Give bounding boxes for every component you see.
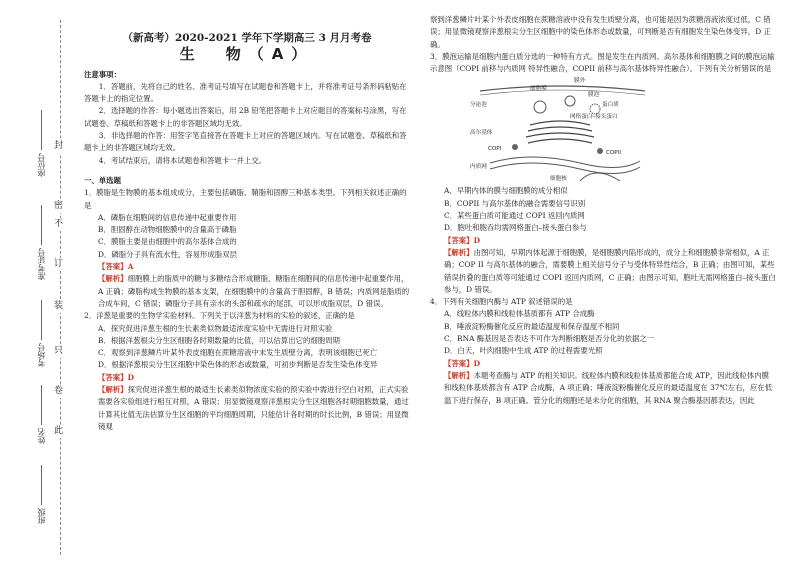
vesicle-transport-figure (470, 77, 650, 181)
explanation (430, 370, 776, 407)
figure-label: 蛋白质 (602, 102, 619, 109)
seal-char: 此 (54, 426, 64, 436)
option-d: D．胞吐和胞吞均需网格蛋白–接头蛋白参与 (444, 223, 587, 233)
seal-char: 密 (54, 201, 64, 211)
notice-item: 4．考试结束后，请将本试题卷和答题卡一并上交。 (98, 155, 267, 165)
figure-label: COPI (488, 146, 502, 153)
field-label: 准考证号 (37, 248, 46, 280)
figure-label: 网格蛋白–接头蛋白 (570, 114, 618, 121)
question-stem: 3．膜泡运输是细胞内蛋白质分选的一种特有方式。图是发生在内质网、高尔基体和细胞膜之间的膜泡运输示意图（COPI 前移与内质网 特异性融合，COPII 前移与高尔基体特异性融合）。下列有关分析错误的是 (430, 51, 775, 74)
option-c: C．观察到洋葱鳞片叶某外表皮细胞在蔗糖溶液中未发生质壁分离，表明该细胞已死亡 (98, 348, 378, 358)
seal-char: 订 (54, 259, 64, 269)
field-label: 班级 (37, 508, 46, 524)
figure-label: COPII (606, 150, 621, 157)
explanation-tag: 【解析】 (98, 385, 128, 395)
right-column (430, 14, 776, 407)
notice-heading: 注意事项： (84, 69, 121, 79)
option-c: C．某些蛋白质可能通过 COPI 返回内质网 (444, 211, 585, 221)
option-b: B．根据洋葱根尖分生区细胞各时期数量的比值，可以估算出它的细胞周期 (98, 335, 340, 345)
admission-number-field[interactable] (36, 205, 47, 280)
exam-title: （新高考）2020-2021 学年下学期高三 3 月月考卷 (122, 32, 372, 44)
seal-char: 装 (54, 301, 64, 311)
notice-item: 1．答题前，先将自己的姓名、准考证号填写在试题卷和答题卡上，并将准考证号条形码粘贴在答题卡上的指定位置。 (84, 81, 407, 104)
option-a: A．探究促进洋葱生根的生长素类似物最适浓度实验中无需进行对照实验 (98, 323, 333, 333)
option-d: D．白天，叶肉细胞中生成 ATP 的过程需要光照 (444, 346, 603, 356)
explanation (430, 247, 776, 296)
answer-label: 【答案】A (98, 262, 134, 272)
option-d: D．磷脂分子具有流水性，容易形成脂双层 (98, 249, 237, 259)
field-label: 考场号 (37, 343, 46, 367)
explanation-text: 细胞膜上的脂质中的糖与多糖结合形成糖脂，糖脂在细胞间的信息传递中起重要作用，A 正确；磷脂构成生物膜的基本支架，在细胞膜中的含量高于胆固醇，B 错误；内质网是脂质的合成车间，C 错误；磷脂分子具有亲水的头部和疏水的尾部，可以形成脂双层，D 错误。 (98, 274, 410, 308)
figure-label: 细胞核 (550, 176, 567, 183)
option-a: A．线粒体内膜和线粒体基质都有 ATP 合成酶 (444, 309, 595, 319)
explanation-text: 由图可知，早期内体起源于细胞膜，是细胞膜内陷形成的，成分上和细胞膜非常相似，A 正确；COP II 与高尔基体的融合，需要膜上相关信号分子与受体特异性结合，B 正确；由图可知，某些错误折叠的蛋白质等可能通过 COPI 返回内质网，C 正确；由图示可知，胞吐无需网格蛋白–接头蛋白参与，D 错误。 (444, 247, 776, 294)
question-stem: 4．下列有关细胞内酶与 ATP 叙述错误的是 (430, 297, 573, 307)
seal-char: 只 (54, 346, 64, 356)
answer-label: 【答案】D (444, 235, 480, 245)
explanation (84, 273, 410, 310)
figure-drawing (470, 77, 650, 181)
question-stem: 2．洋葱是重要的生物学实验材料。下列关于以洋葱为材料的实验的叙述，正确的是 (84, 311, 355, 321)
seal-char: 不 (54, 219, 64, 229)
explanation-text: 本题考查酶与 ATP 的相关知识。线粒体内膜和线粒体基质都能合成 ATP，因此线粒体内膜和线粒体基质都含有 ATP 合成酶，A 项正确；唾液淀粉酶催化反应的最适温度在 37℃左右，应在低温下进行保存，B 项正确。管分化的细胞还是未分化的细胞，其 RNA 聚合酶基因都表达，因此 (444, 370, 773, 405)
class-field[interactable] (36, 465, 47, 524)
figure-label: 膜外 (574, 78, 586, 85)
explanation-tag: 【解析】 (98, 274, 128, 284)
notice-item: 2．选择题的作答：每小题选出答案后，用 2B 铅笔把答题卡上对应题目的答案标号涂黑，写在试题卷、草稿纸和答题卡上的非答题区域均无效。 (84, 106, 407, 128)
option-d: D．根据洋葱根尖分生区细胞中染色体的形态或数量，可初步判断是否发生染色体变异 (98, 360, 378, 370)
figure-label: 细胞膜 (530, 86, 547, 93)
subject-title: 生 物（A） (179, 45, 315, 64)
explanation-continued: 察到洋葱鳞片叶某个外表皮细胞在蔗糖溶液中没有发生质壁分离，也可能是因为蔗糖溶液浓度过低，C 错误；用显微镜观察洋葱根尖分生区细胞中的染色体形态或数量，可判断是否有细胞发生染色体变异，D 正确。 (430, 15, 771, 49)
figure-label: 内质网 (470, 164, 487, 171)
notice-item: 3．非选择题的作答：用签字笔直接答在答题卡上对应的答题区域内。写在试题卷、草稿纸和答题卡上的非答题区域均无效。 (84, 131, 407, 153)
name-field[interactable] (36, 385, 47, 444)
figure-label: 高尔基体 (470, 130, 493, 137)
answer-label: 【答案】D (444, 358, 480, 368)
seal-char: 封 (54, 141, 64, 151)
option-b: B．唾液淀粉酶催化反应的最适温度和保存温度不相同 (444, 321, 620, 331)
option-a: A．早期内体的膜与细胞膜的成分相似 (444, 186, 568, 196)
binding-margin (0, 0, 80, 561)
question-stem: 1．膜脂是生物膜的基本组成成分，主要包括磷脂、鞘脂和固醇三种基本类型。下列相关叙述正确的是 (84, 188, 407, 210)
exam-room-field[interactable] (36, 300, 47, 367)
seal-char: 卷 (54, 386, 64, 396)
seal-line (60, 20, 61, 555)
field-label: 姓名 (37, 428, 46, 444)
figure-label: 膜泡 (588, 92, 600, 99)
seat-number-field[interactable] (36, 110, 47, 177)
left-column (84, 14, 410, 433)
option-c: C．膜脂主要是由细胞中的高尔基体合成的 (98, 237, 237, 247)
explanation (84, 384, 410, 433)
explanation-text: 探究促进洋葱生根的最适生长素类似物浓度实验的预实验中需进行空白对照，正式实验需要各实验组进行相互对照，A 错误；用显微镜观察洋葱根尖分生区细胞各时期细胞数量，通过计算其比值无法估算分生区细胞的平均细胞周期，只能估计各时期的时长比例，B 错误；用显微镜观 (98, 385, 409, 431)
field-label: 座位号 (37, 153, 46, 177)
explanation-tag: 【解析】 (444, 247, 474, 257)
figure-label: 分泌泡 (470, 102, 487, 109)
section-heading: 一、单选题 (84, 175, 121, 185)
answer-label: 【答案】D (98, 372, 134, 382)
option-b: B．COPII 与高尔基体的融合需要信号识别 (444, 198, 586, 208)
explanation-tag: 【解析】 (444, 370, 474, 380)
option-a: A．磷脂在细胞间的信息传递中起重要作用 (98, 212, 237, 222)
option-c: C．RNA 酶基因是否表达不可作为判断细胞是否分化的依据之一 (444, 334, 655, 344)
option-b: B．胆固醇在动物细胞膜中的含量高于磷脂 (98, 225, 237, 235)
